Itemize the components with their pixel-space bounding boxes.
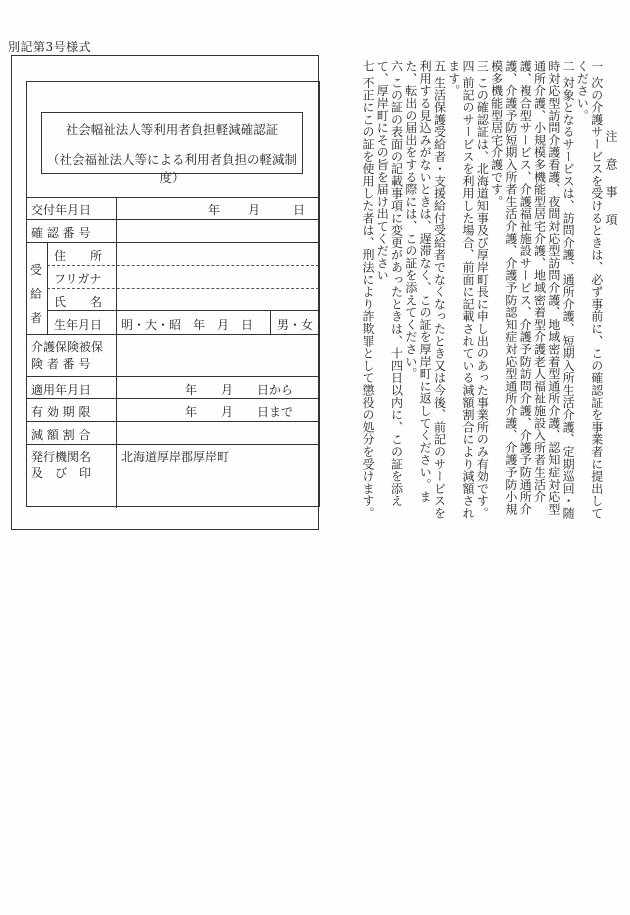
form-number-label: 別記第3号様式 — [8, 40, 92, 54]
row-line — [27, 421, 319, 422]
column-line — [47, 242, 48, 334]
notes-section — [330, 60, 618, 520]
apply-date-value: 年 月 日から — [185, 383, 294, 397]
issue-date-day: 日 — [293, 203, 306, 217]
row-line — [27, 444, 319, 445]
row-line — [27, 197, 319, 198]
row-line — [27, 398, 319, 399]
certificate-inner-frame — [26, 81, 320, 507]
certificate-title: 社会幅祉法人等利用者負担軽減確認証 — [65, 122, 279, 137]
issuer-label-line1: 発行機関名 — [31, 450, 92, 464]
insured-number-label-line2: 険 者 番 号 — [31, 357, 91, 371]
row-line — [27, 219, 319, 220]
sex-value: 男・女 — [277, 318, 314, 332]
valid-period-value: 年 月 日まで — [185, 405, 294, 419]
recipient-label: 受給者 — [30, 263, 43, 325]
row-line — [47, 310, 319, 311]
issue-date-month: 月 — [248, 203, 261, 217]
valid-period-label: 有 効 期 限 — [31, 405, 91, 419]
row-line — [47, 265, 319, 266]
furigana-label: フリガナ — [54, 272, 102, 286]
apply-date-label: 適用年月日 — [31, 383, 92, 397]
issuer-value: 北海道厚岸郡厚岸町 — [121, 450, 230, 464]
note-item-7: 七 不正にこの証を使用した者は、刑法により詐欺罪として懲役の処分を受けます。 — [360, 60, 375, 520]
notes-heading: 注 意 事 項 — [604, 130, 618, 232]
insured-number-label-line1: 介護保険被保 — [31, 340, 104, 354]
issue-date-year: 年 — [208, 203, 221, 217]
issuer-label-line2: 及 び 印 — [31, 466, 92, 480]
column-line — [270, 310, 271, 334]
column-line — [116, 197, 117, 508]
reduction-rate-label: 減 額 割 合 — [31, 428, 91, 442]
row-line — [47, 288, 319, 289]
issue-date-label: 交付年月日 — [31, 203, 92, 217]
row-line — [27, 334, 319, 335]
confirm-number-label: 確 認 番 号 — [31, 226, 91, 240]
row-line — [27, 376, 319, 377]
note-item-4: 四 前記のサービスを利用した場合、前面に記載されている減額割合により減額されます。 — [446, 60, 476, 520]
birth-date-value: 明・大・昭 年 月 日 — [121, 318, 254, 332]
certificate-card — [11, 55, 319, 530]
note-item-5: 五 生活保護受給者・支援給付受給者でなくなったとき又は今後、前記のサービスを利用する見込みがないときは、遅滞なく、この証を厚岸町に返してください。また、転出の届出をする際には、この証を添えてください。 — [403, 60, 447, 520]
certificate-subtitle: （社会福祉法人等による利用者負担の軽減制度） — [46, 152, 297, 185]
address-label: 住 所 — [54, 249, 103, 263]
note-item-3: 三 この確認証は、北海道知事及び厚岸町長に申し出のあった事業所のみ有効です。 — [475, 60, 490, 520]
name-label: 氏 名 — [54, 295, 103, 309]
note-item-2: 二 対象となるサービスは、訪問介護、通所介護、短期入所生活介護、定期巡回・随時対応型訪問介護看護、夜間対応型訪問介護、地域密着型通所介護、認知症対応型通所介護、小規模多機能型居宅介護、地域密着型介護老人福祉施設入所者生活介護、複合型サービス、介護福祉施設サービス、介護予防訪問介護、介護予防通所介護、介護予防短期入所者生活介護、介護予防認知症対応型通所介護、介護予防小規模多機能型居宅介護です。 — [489, 60, 576, 520]
birth-date-label: 生年月日 — [54, 318, 103, 332]
note-item-6: 六 この証の表面の記載事項に変更があったときは、十四日以内に、この証を添えて、厚岸町にその旨を届け出てください — [375, 60, 404, 507]
title-box — [41, 112, 303, 185]
note-item-1: 一 次の介護サービスを受けるときは、必ず事前に、この確認証を事業者に提出してください。 — [575, 60, 604, 520]
row-line — [27, 242, 319, 243]
